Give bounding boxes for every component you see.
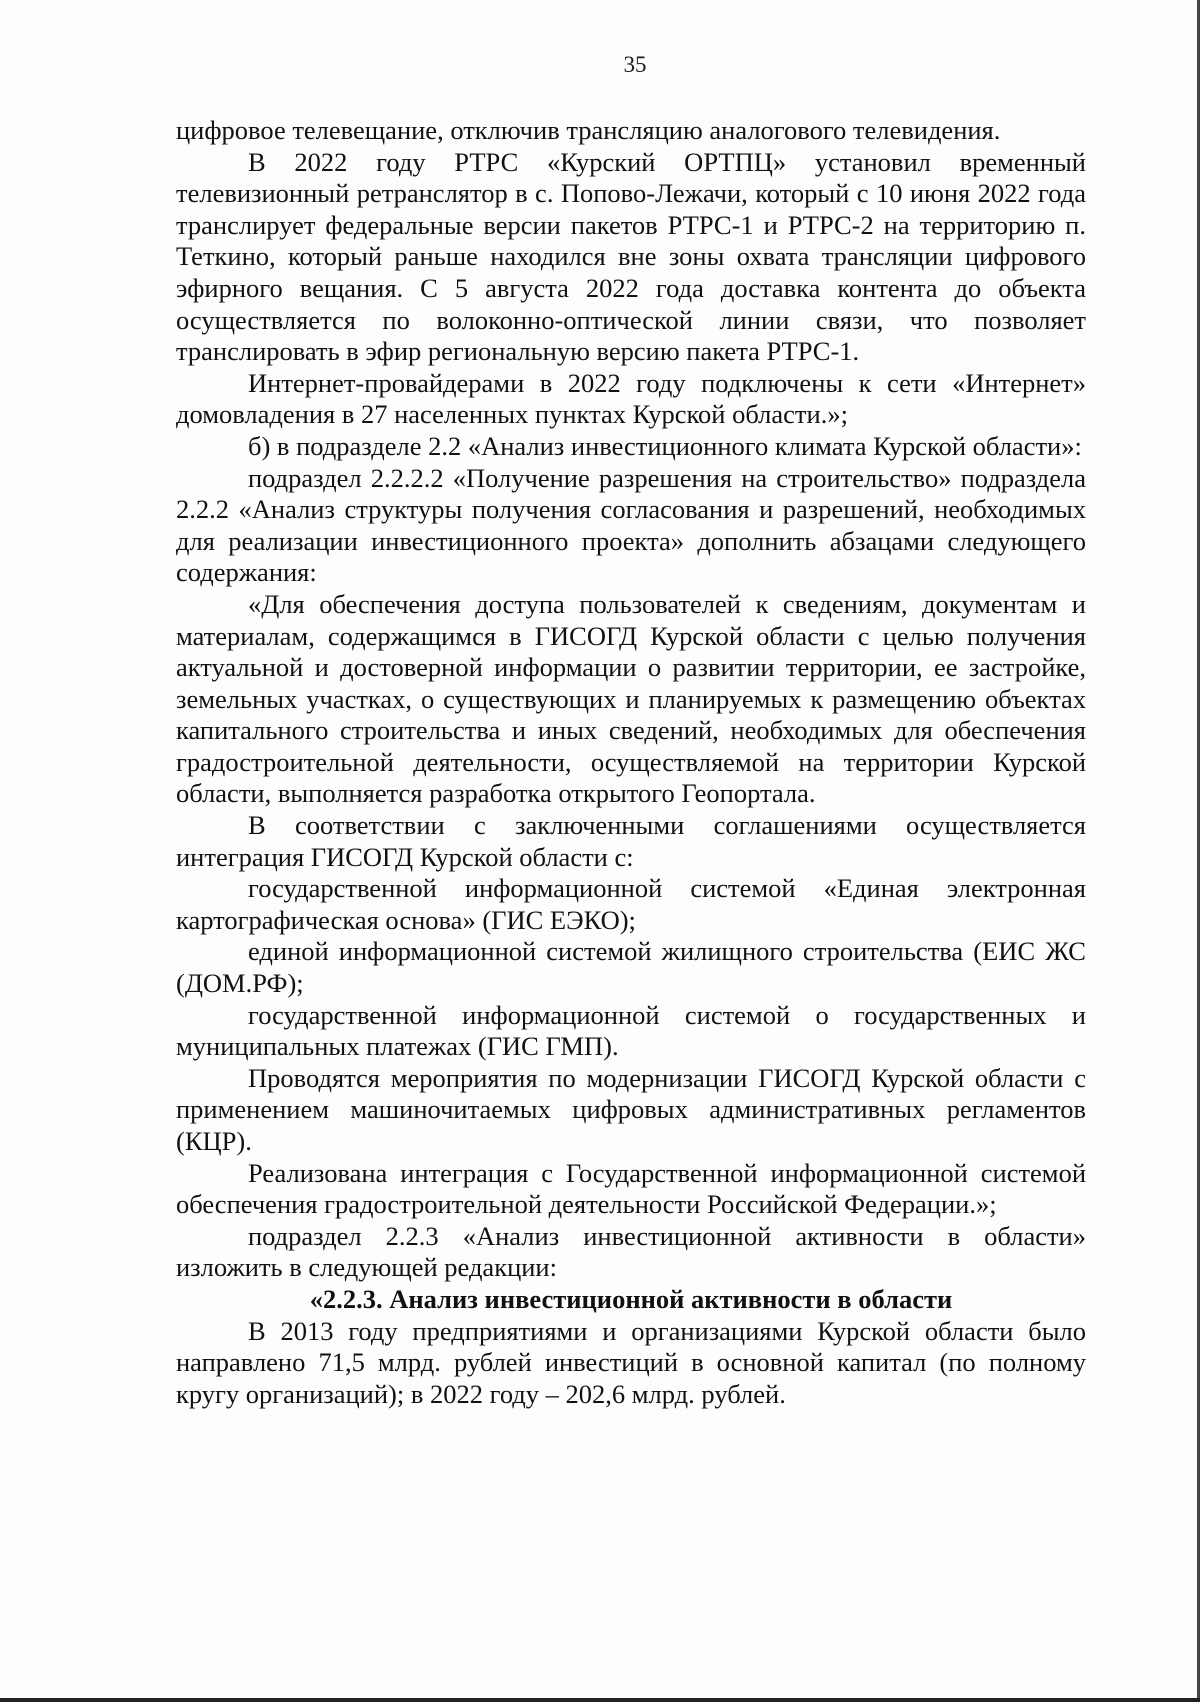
paragraph-subsection-2-2-3: подраздел 2.2.3 «Анализ инвестиционной активности в области» изложить в следующей редакции: xyxy=(176,1220,1086,1283)
list-item-gis-gmp: государственной информационной системой о государственных и муниципальных платежах (ГИС ГМП). xyxy=(176,999,1086,1062)
paragraph-tv-broadcast-end: цифровое телевещание, отключив трансляцию аналогового телевидения. xyxy=(176,115,1001,145)
paragraph-investment-2013: В 2013 году предприятиями и организациями Курской области было направлено 71,5 млрд. рублей инвестиций в основной капитал (по полному кругу организаций); в 2022 году – 202,6 млрд. рублей. xyxy=(176,1315,1086,1409)
list-item-eis-zhs: единой информационной системой жилищного строительства (ЕИС ЖС (ДОМ.РФ); xyxy=(176,936,1086,999)
scan-edge-bottom xyxy=(0,1698,1200,1702)
document-body xyxy=(176,115,1086,1410)
page-number: 35 xyxy=(623,52,647,77)
paragraph-modernization: Проводятся мероприятия по модернизации ГИСОГД Курской области с применением машиночитаемых цифровых административных регламентов (КЦР). xyxy=(176,1062,1086,1156)
paragraph-subsection-2-2: б) в подразделе 2.2 «Анализ инвестиционного климата Курской области»: xyxy=(248,430,1082,461)
section-heading-2-2-3: «2.2.3. Анализ инвестиционной активности в области xyxy=(309,1283,953,1314)
paragraph-federal-integration: Реализована интеграция с Государственной информационной системой обеспечения градостроительной деятельности Российской Федерации.»; xyxy=(176,1157,1086,1220)
list-item-gis-eeko: государственной информационной системой «Единая электронная картографическая основа» (ГИС ЕЭКО); xyxy=(176,873,1086,935)
paragraph-integration-intro: В соответствии с заключенными соглашениями осуществляется интеграция ГИСОГД Курской области с: xyxy=(176,810,1086,872)
paragraph-internet-providers: Интернет-провайдерами в 2022 году подключены к сети «Интернет» домовладения в 27 населенных пунктах Курской области.»; xyxy=(176,367,1086,430)
paragraph-gisogd-access: «Для обеспечения доступа пользователей к сведениям, документам и материалам, содержащимся в ГИСОГД Курской области с целью получения актуальной и достоверной информации о развитии территории, ее застройке, земельных участках, о существующих и планируемых к размещению объектах капитального строительства и иных сведений, необходимых для обеспечения градостроительной деятельности, осуществляемой на территории Курской области, выполняется разработка открытого Геопортала. xyxy=(176,588,1086,809)
paragraph-subsection-2-2-2-2: подраздел 2.2.2.2 «Получение разрешения на строительство» подраздела 2.2.2 «Анализ структуры получения согласования и разрешений, необходимых для реализации инвестиционного проекта» дополнить абзацами следующего содержания: xyxy=(176,462,1086,588)
paragraph-rtrs-kursk: В 2022 году РТРС «Курский ОРТПЦ» установил временный телевизионный ретранслятор в с. Попово-Лежачи, который с 10 июня 2022 года транслирует федеральные версии пакетов РТРС-1 и РТРС-2 на территорию п. Теткино, который раньше находился вне зоны охвата трансляции цифрового эфирного вещания. С 5 августа 2022 года доставка контента до объекта осуществляется по волоконно-оптической линии связи, что позволяет транслировать в эфир региональную версию пакета РТРС-1. xyxy=(176,146,1086,367)
